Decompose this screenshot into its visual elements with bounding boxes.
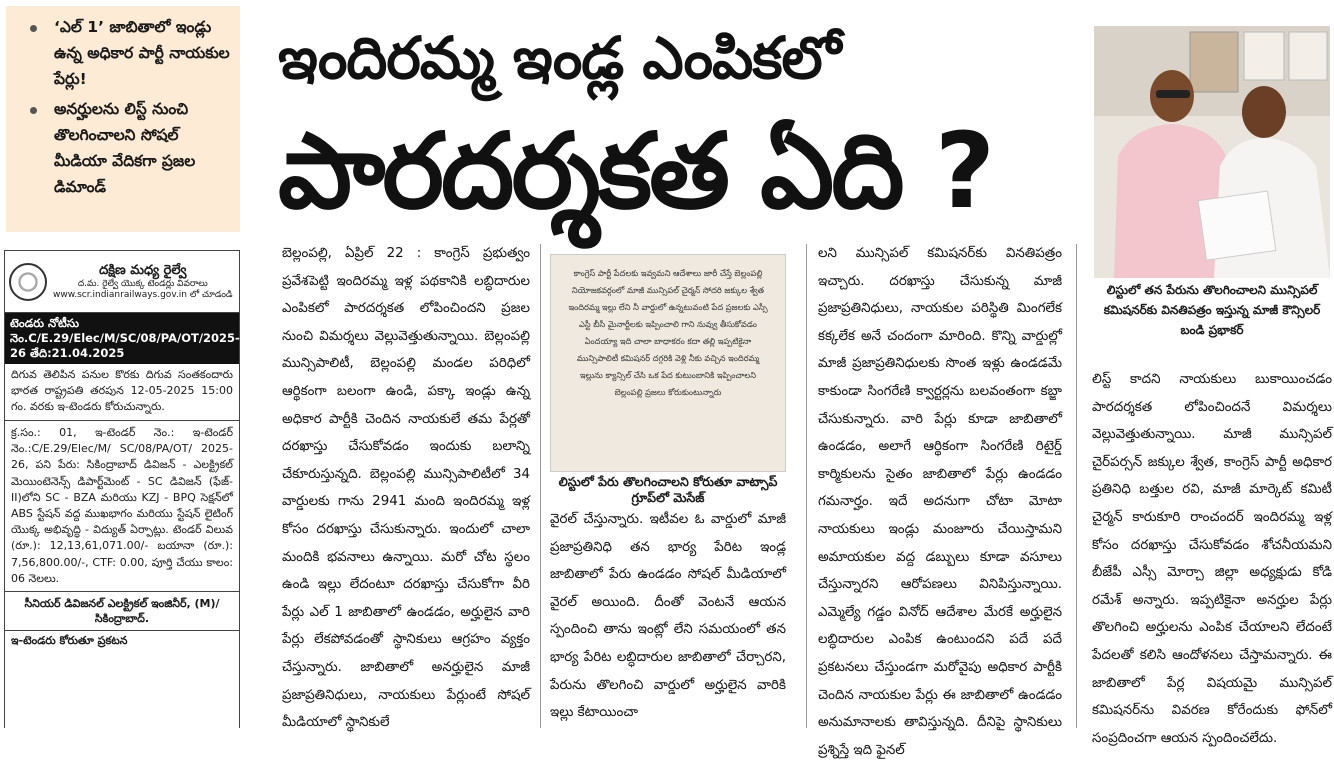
- tender-notice-number: టెండరు నోటీసు నెం.C/E.29/Elec/M/SC/08/PA/OT/2025-26 తేది:21.04.2025: [5, 313, 239, 364]
- article-column-2: వైరల్ చేస్తున్నారు. ఇటీవల ఓ వార్డులో మాజీ ప్రజాప్రతినిధి తన భార్య పేరిట ఇండ్ల జాబితాలో పేరు ఉండడం సోషల్ మీడియాలో వైరల్ అయింది. దీంతో వెంటనే ఆయన స్పందించి తాను ఇంట్లో లేని సమయంలో తన భార్య పేరిట లబ్ధిదారుల జాబితాలో చేర్చారని, పేరును తొలగించి వార్డులో అర్హులైన వారికి ఇల్లు కేటాయించా: [550, 512, 786, 721]
- article-column-4: లిస్ట్ కాదని నాయకులు బుకాయించడం పారదర్శకత లోపించిందనే విమర్శలు వెల్లువెత్తుతున్నాయి. మాజీ మున్సిపల్ చైర్‌పర్సన్ జక్కుల శ్వేత, కాంగ్రెస్ పార్టీ అధికార ప్రతినిధి బత్తుల రవి, మాజీ మార్కెట్ కమిటీ చైర్మన్ కారుకూరి రాంచందర్ ఇందిరమ్మ ఇళ్ల కోసం దరఖాస్తు చేసుకోవడం శోచనీయమని బీజేపీ ఎస్సీ మోర్చా జిల్లా అధ్యక్షుడు కోడి రమేశ్ అన్నారు. ఇప్పటికైనా అనర్హుల పేర్లు తొలగించి అర్హులను ఎంపిక చేయాలని లేదంటే పేదలతో కలిసి ఆందోళనలు చేస్తామన్నారు. ఈ జాబితాలో పేర్ల విషయమై మున్సిపల్ కమిషనర్‌ను వివరణ కోరేందుకు ఫోన్‌లో సంప్రదించగా ఆయన స్పందించలేదు.: [1092, 372, 1332, 746]
- tender-intro: దిగువ తెలిపిన పనుల కొరకు దిగువ సంతకందారు భారత రాష్ట్రపతి తరపున 12-05-2025 15:00 గం. వరకు ఇ-టెండరు కోరుచున్నారు.: [11, 368, 233, 413]
- article-column-3: లని మున్సిపల్ కమిషనర్‌కు వినతిపత్రం ఇచ్చారు. దరఖాస్తు చేసుకున్న మాజీ ప్రజాప్రతినిధులు, నాయకుల పరిస్థితి మింగలేక కక్కలేక అనే చందంగా మారింది. కొన్ని వార్డుల్లో మాజీ ప్రజాప్రతినిధులకు సొంత ఇళ్లు ఉండడమే కాకుండా సింగరేణి క్వార్టర్లను బలవంతంగా కబ్జా చేసుకున్నారు. వారి పేర్లు కూడా జాబితాలో ఉండడం, అలాగే ఆర్థికంగా సింగరేణి రిటైర్డ్ కార్మికులను సైతం జాబితాలో పేర్లు ఉండడం గమనార్హం. ఇదే అదనుగా చోటా మోటా నాయకులు ఇండ్లు మంజూరు చేయిస్తామని అమాయకుల వద్ద డబ్బులు కూడా వసూలు చేస్తున్నారని ఆరోపణలు వినిపిస్తున్నాయి. ఎమ్మెల్యే గడ్డం వినోద్ ఆదేశాల మేరకే అర్హులైన లబ్ధిదారుల ఎంపిక ఉంటుందని పదే పదే ప్రకటనలు చేస్తుండగా మరోవైపు అధికార పార్టీకి చెందిన నాయకుల పేర్లు ఈ జాబితాలో ఉండడం అనుమానాలకు తావిస్తున్నది. దీనిపై స్థానికులు ప్రశ్నిస్తే ఇది ఫైనల్: [818, 246, 1062, 758]
- highlights-box: [6, 6, 240, 232]
- headline-line-1: ఇందిరమ్మ ఇండ్ల ఎంపికలో: [278, 24, 841, 92]
- bullet-icon: [30, 107, 37, 114]
- whatsapp-message-image: [550, 254, 786, 472]
- bullet-icon: [30, 25, 37, 32]
- image-caption-1: లిస్టులో పేరు తొలగించాలని కోరుతూ వాట్సాప్ గ్రూప్‌లో మెసేజ్: [558, 474, 778, 505]
- column-divider: [1076, 244, 1077, 728]
- highlight-item: ‘ఎల్ 1’ జాబితాలో ఇండ్లు ఉన్న అధికార పార్టీ నాయకుల పేర్లు!: [24, 14, 232, 92]
- tender-footer: ఇ-టెండరు కోరుతూ ప్రకటన: [5, 630, 239, 650]
- tender-details: క్ర.సం.: 01, ఇ-టెండర్ నెం.: ఇ-టెండర్ నెం.:C/E.29/Elec/M/ SC/08/PA/OT/ 2025-26, పని పేరు: సికింద్రాబాద్ డివిజన్ - ఎలక్ట్రికల్ మెయింటెనెన్స్ డిపార్ట్‌మెంట్ - SC డివిజన్ (ఫేజ్-II)లోని SC - BZA మరియు KZJ - BPQ సెక్షన్‌లో ABS స్టేషన్ వద్ద ముఖభాగం మరియు స్టేషన్ లైటింగ్ యొక్క అభివృద్ధి - విద్యుత్ ఏర్పాట్లు. టెండర్ విలువ (రూ.): 12,13,61,071.00/- బయానా (రూ.): 7,56,800.00/-, CTF: 0.00, పూర్తి చేయు కాలం: 06 నెలలు.: [5, 420, 239, 591]
- article-column-1: బెల్లంపల్లి, ఏప్రిల్ 22 : కాంగ్రెస్ ప్రభుత్వం ప్రవేశపెట్టి ఇందిరమ్మ ఇళ్ల పథకానికి లబ్ధిదారుల ఎంపికలో పారదర్శకత లోపించిందని ప్రజల నుంచి విమర్శలు వెల్లువెత్తుతున్నాయి. బెల్లంపల్లి మున్సిపాలిటీ, బెల్లంపల్లి మండల పరిధిలో ఆర్థికంగా బలంగా ఉండి, పక్కా ఇండ్లు ఉన్న అధికార పార్టీకి చెందిన నాయకులే తమ పేర్లతో దరఖాస్తు చేసుకోవడం ఇందుకు బలాన్ని చేకూరుస్తున్నది. బెల్లంపల్లి మున్సిపాలిటీలో 34 వార్డులకు గాను 2941 మంది ఇందిరమ్మ ఇళ్ల కోసం దరఖాస్తు చేసుకున్నారు. ఇందులో చాలా మందికి భవనాలు ఉన్నాయి. మరో చోట స్థలం ఉండి ఇల్లు లేదంటూ దరఖాస్తు చేసుకోగా వీరి పేర్లు ఎల్ 1 జాబితాలో ఉండడం, అర్హులైన వారి పేర్లు లేకపోవడంతో స్థానికులు ఆగ్రహం వ్యక్తం చేస్తున్నారు. జాబితాలో అనర్హులైన మాజీ ప్రజాప్రతినిధులు, నాయకులు పేర్లుంటే సోషల్ మీడియాలో స్థానికులే: [282, 246, 530, 731]
- whatsapp-message-text: కాంగ్రెస్ పార్టీ పేదలకు ఇవ్వమని ఆదేశాలు జారీ చేస్తే బెల్లంపల్లి నియోజకవర్గంలో మాజీ మున్సిపల్ చైర్మన్ సోదరి జక్కుల శ్వేత ఇందిరమ్మ ఇల్లు లేని నీ వార్డులో ఉన్నటువంటి పేద ప్రజలకు ఎస్సీ ఎస్టీ బీసీ మైనార్టీలకు ఇప్పించాలి గాని నువ్వు తీసుకోవడం ఏందయ్యా ఇది చాలా బాధాకరం కదా తల్లి ఇప్పటికైనా మున్సిపాలిటీ కమిషనర్ దగ్గరికి వెళ్లి నీకు వచ్చిన ఇందిరమ్మ ఇల్లును క్యాన్సిల్ చేసి ఒక పేద కుటుంబానికి ఇప్పించాలని బెల్లంపల్లి ప్రజలు కోరుకుంటున్నారు: [568, 268, 768, 397]
- column-divider: [540, 244, 541, 728]
- column-divider: [806, 244, 807, 728]
- org-name: దక్షిణ మధ్య రైల్వే ద.మ. రైల్వే యొక్క టెండర్లు వివరాలు www.scr.indianrailways.gov.in లో చూడండి: [53, 262, 233, 300]
- tender-advertisement: [4, 250, 240, 728]
- news-photo: [1094, 26, 1330, 278]
- photo-illustration: [1094, 26, 1330, 278]
- headline-line-2: పారదర్శకత ఏది ?: [278, 110, 993, 232]
- image-caption-2: లిస్టులో తన పేరును తొలగించాలని మున్సిపల్ కమిషనర్‌కు వినతిపత్రం ఇస్తున్న మాజీ కౌన్సిలర్ బండి ప్రభాకర్: [1103, 283, 1321, 337]
- tender-signatory: సీనియర్ డివిజనల్ ఎలక్ట్రికల్ ఇంజినీర్, (M)/సికింద్రాబాద్.: [5, 591, 239, 630]
- railway-logo-icon: [9, 263, 47, 301]
- tender-header: [5, 251, 239, 313]
- highlight-item: అనర్హులను లిస్ట్ నుంచి తొలగించాలని సోషల్ మీడియా వేదికగా ప్రజల డిమాండ్: [24, 96, 232, 200]
